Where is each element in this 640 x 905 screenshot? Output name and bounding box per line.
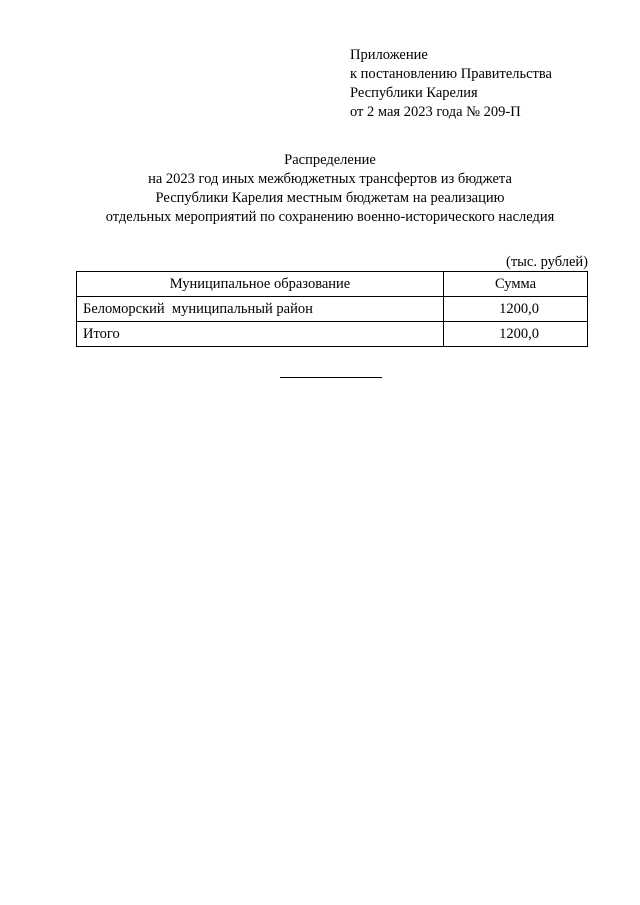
title-line: Республики Карелия местным бюджетам на реализацию xyxy=(155,190,505,206)
distribution-table xyxy=(76,271,588,347)
document-title xyxy=(60,151,600,227)
appendix-line: Приложение xyxy=(350,47,428,63)
row-municipality: Беломорский муниципальный район xyxy=(77,297,444,322)
appendix-line: к постановлению Правительства xyxy=(350,66,552,82)
title-line: на 2023 год иных межбюджетных трансфертов из бюджета xyxy=(148,171,512,187)
appendix-line: Республики Карелия xyxy=(350,85,478,101)
units-label: (тыс. рублей) xyxy=(506,254,588,270)
table-row-total xyxy=(77,322,588,347)
closing-rule xyxy=(280,377,382,378)
row-sum: 1200,0 xyxy=(444,297,588,322)
total-label: Итого xyxy=(77,322,444,347)
table-header-row xyxy=(77,272,588,297)
title-line: Распределение xyxy=(284,152,376,168)
total-sum: 1200,0 xyxy=(444,322,588,347)
appendix-line: от 2 мая 2023 года № 209-П xyxy=(350,104,521,120)
header-sum: Сумма xyxy=(444,272,588,297)
table-row xyxy=(77,297,588,322)
appendix-block xyxy=(350,46,552,122)
header-municipality: Муниципальное образование xyxy=(77,272,444,297)
title-line: отдельных мероприятий по сохранению военно-исторического наследия xyxy=(105,209,555,225)
